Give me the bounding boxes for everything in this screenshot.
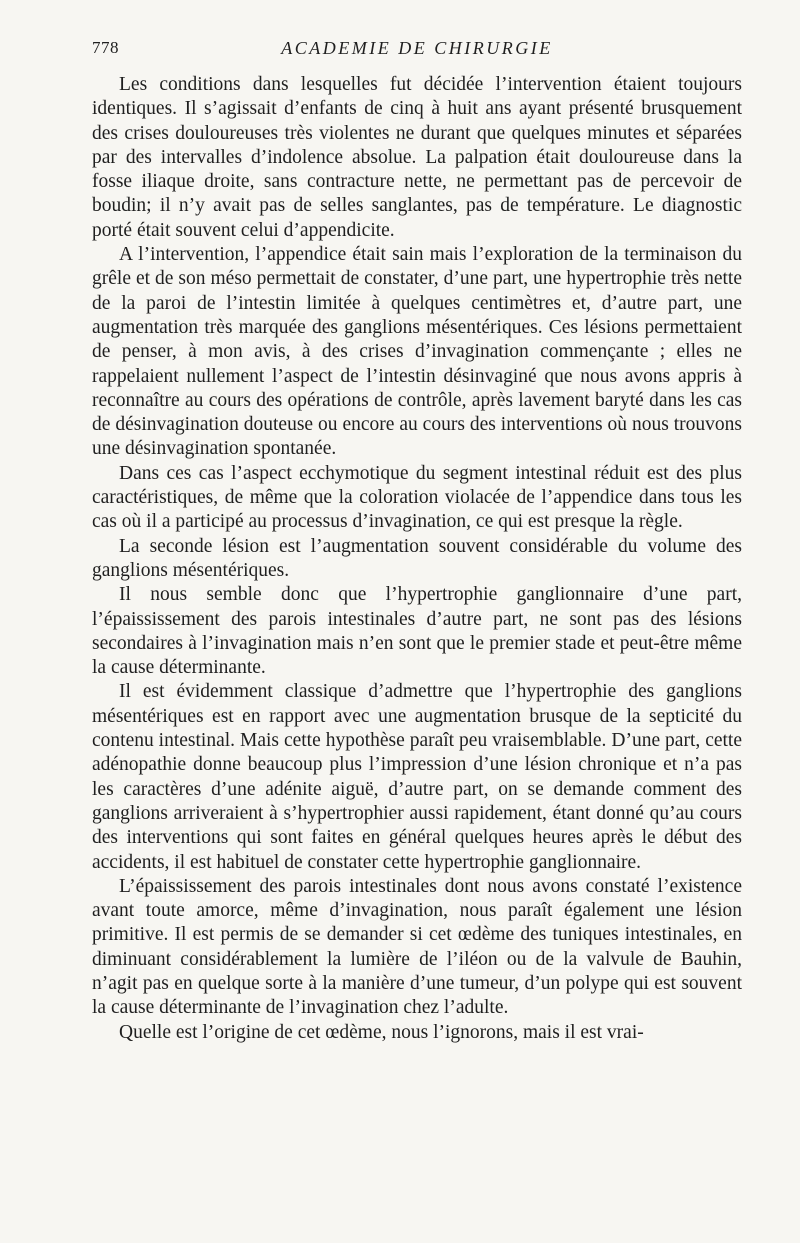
paragraph: Il est évidemment classique d’admettre que l’hypertrophie des ganglions mésentériques est en rapport avec une augmentation brusque de la septicité du contenu intestinal. Mais cette hypothèse paraît peu vraisemblable. D’une part, cette adénopathie donne beaucoup plus l’impression d’une lésion chronique et n’a pas les caractères d’une adénite aiguë, d’autre part, on se demande comment des ganglions arriveraient à s’hypertrophier aussi rapidement, étant donné qu’au cours des interventions qui sont faites en général quelques heures après le début des accidents, il est habituel de constater cette hypertrophie ganglionnaire.	[92, 681, 742, 873]
body-text	[92, 73, 742, 1045]
paragraph: Dans ces cas l’aspect ecchymotique du segment intestinal réduit est des plus caractéristiques, de même que la coloration violacée de l’appendice dans tous les cas où il a participé au processus d’invagination, ce qui est presque la règle.	[92, 462, 742, 533]
paragraph: Il nous semble donc que l’hypertrophie ganglionnaire d’une part, l’épaississement des parois intestinales d’autre part, ne sont pas des lésions secondaires à l’invagination mais n’en sont que le premier stade et peut-être même la cause déterminante.	[92, 584, 742, 679]
paragraph: A l’intervention, l’appendice était sain mais l’exploration de la terminaison du grêle et de son méso permettait de constater, d’une part, une hypertrophie très nette de la paroi de l’intestin limitée à quelques centimètres et, d’autre part, une augmentation très marquée des ganglions mésentériques. Ces lésions permettaient de penser, à mon avis, à des crises d’invagination commençante ; elles ne rappelaient nullement l’aspect de l’intestin désinvaginé que nous avons appris à reconnaître au cours des opérations de contrôle, après lavement baryté dans les cas de désinvagination douteuse ou encore au cours des interventions où nous trouvons une désinvagination spontanée.	[92, 244, 742, 460]
running-head: ACADEMIE DE CHIRURGIE	[281, 38, 553, 58]
page-header	[92, 38, 742, 62]
paragraph: Les conditions dans lesquelles fut décidée l’intervention étaient toujours identiques. Il s’agissait d’enfants de cinq à huit ans ayant présenté brusquement des crises douloureuses très violentes ne durant que quelques minutes et séparées par des intervalles d’indolence absolue. La palpation était douloureuse dans la fosse iliaque droite, sans contracture nette, ne permettant pas de percevoir de boudin; il n’y avait pas de selles sanglantes, pas de température. Le diagnostic porté était souvent celui d’appendicite.	[92, 74, 742, 241]
paragraph: Quelle est l’origine de cet œdème, nous l’ignorons, mais il est vrai-	[119, 1021, 644, 1043]
paragraph: L’épaississement des parois intestinales dont nous avons constaté l’existence avant toute amorce, même d’invagination, nous paraît également une lésion primitive. Il est permis de se demander si cet œdème des tuniques intestinales, en diminuant considérablement la lumière de l’iléon ou de la valvule de Bauhin, n’agit pas en quelque sorte à la manière d’une tumeur, d’un polype qui est souvent la cause déterminante de l’invagination chez l’adulte.	[92, 875, 742, 1019]
page-number: 778	[92, 38, 119, 57]
paragraph: La seconde lésion est l’augmentation souvent considérable du volume des ganglions mésentériques.	[92, 535, 742, 581]
